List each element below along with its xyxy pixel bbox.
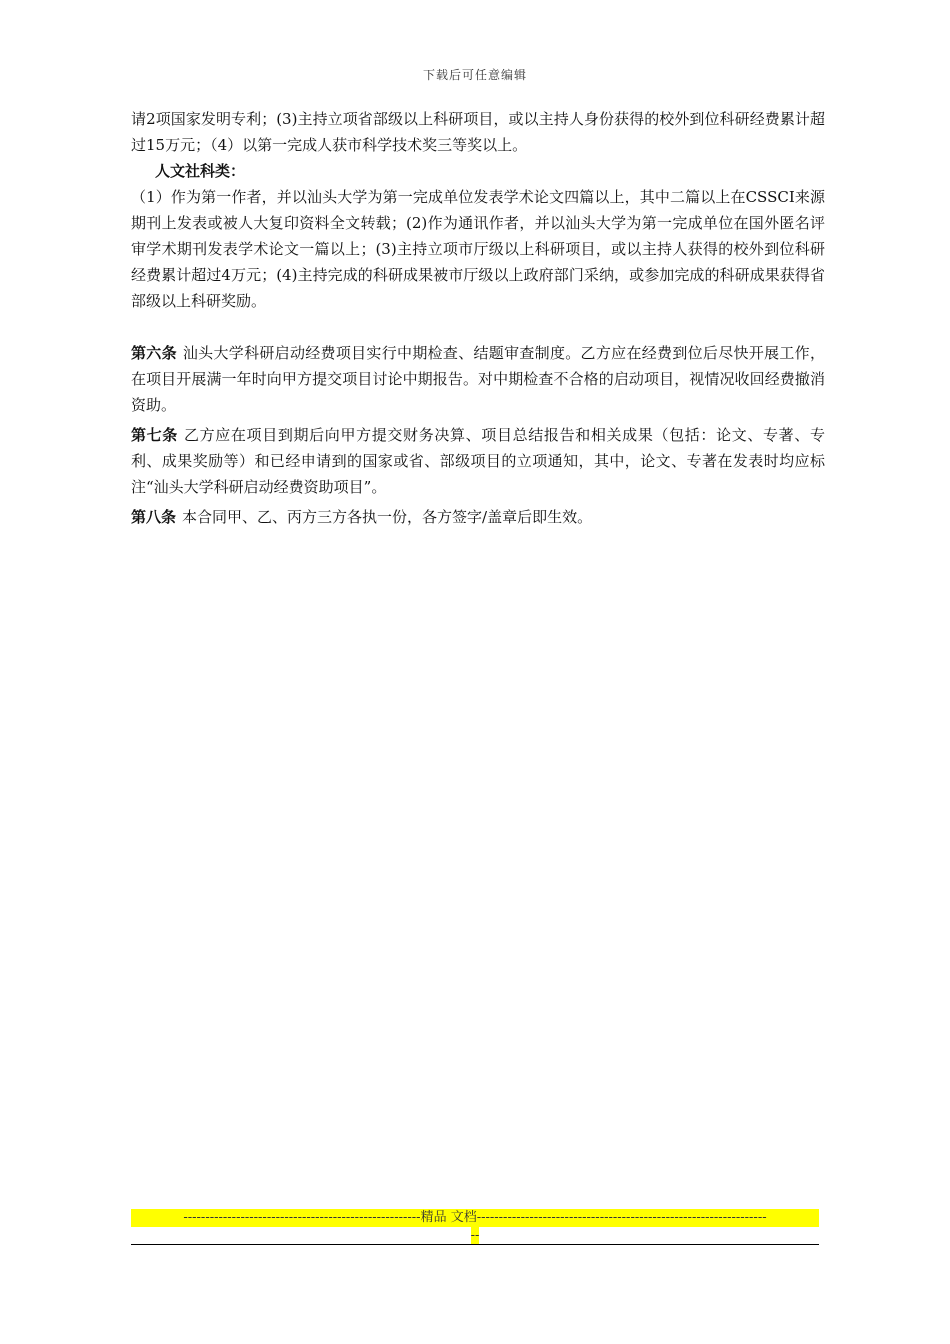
footer-left-dashes: ------------------------------------------------------ xyxy=(183,1210,421,1225)
footer-banner xyxy=(131,1209,819,1227)
footer-right-dashes: ------------------------------------------------------------------ xyxy=(476,1210,767,1225)
page-header: 下载后可任意编辑 xyxy=(422,68,527,82)
article-6-text: 汕头大学科研启动经费项目实行中期检查、结题审查制度。乙方应在经费到位后尽快开展工作，在项目开展满一年时向甲方提交项目讨论中期报告。对中期检查不合格的启动项目，视情况收回经费撤消资助。 xyxy=(131,344,825,414)
humanities-criteria: （1）作为第一作者，并以汕头大学为第一完成单位发表学术论文四篇以上，其中二篇以上在CSSCI来源期刊上发表或被人大复印资料全文转载；(2)作为通讯作者，并以汕头大学为第一完成单位在国外匿名评审学术期刊发表学术论文一篇以上；(3)主持立项市厅级以上科研项目，或以主持人获得的校外到位科研经费累计超过4万元；(4)主持完成的科研成果被市厅级以上政府部门采纳，或参加完成的科研成果获得省部级以上科研奖励。 xyxy=(131,188,825,310)
article-8-label: 第八条 xyxy=(131,508,177,526)
article-7 xyxy=(131,422,825,500)
page-footer xyxy=(131,1209,819,1245)
footer-tail: -- xyxy=(470,1228,480,1243)
article-7-label: 第七条 xyxy=(131,426,178,444)
science-criteria-continuation: 请2项国家发明专利；(3)主持立项省部级以上科研项目，或以主持人身份获得的校外到位科研经费累计超过15万元；（4）以第一完成人获市科学技术奖三等奖以上。 xyxy=(131,110,825,154)
article-8-text: 本合同甲、乙、丙方三方各执一份，各方签字/盖章后即生效。 xyxy=(182,508,593,526)
article-6-label: 第六条 xyxy=(131,344,177,362)
humanities-heading: 人文社科类： xyxy=(155,162,246,180)
footer-label: 精品 文档 xyxy=(420,1210,477,1225)
document-body xyxy=(131,106,825,534)
footer-rule xyxy=(131,1244,819,1245)
article-7-text: 乙方应在项目到期后向甲方提交财务决算、项目总结报告和相关成果（包括：论文、专著、专利、成果奖励等）和已经申请到的国家或省、部级项目的立项通知，其中，论文、专著在发表时均应标注“汕头大学科研启动经费资助项目”。 xyxy=(131,426,825,496)
article-8 xyxy=(131,504,825,530)
article-6 xyxy=(131,340,825,418)
paragraph-gap xyxy=(131,314,825,340)
